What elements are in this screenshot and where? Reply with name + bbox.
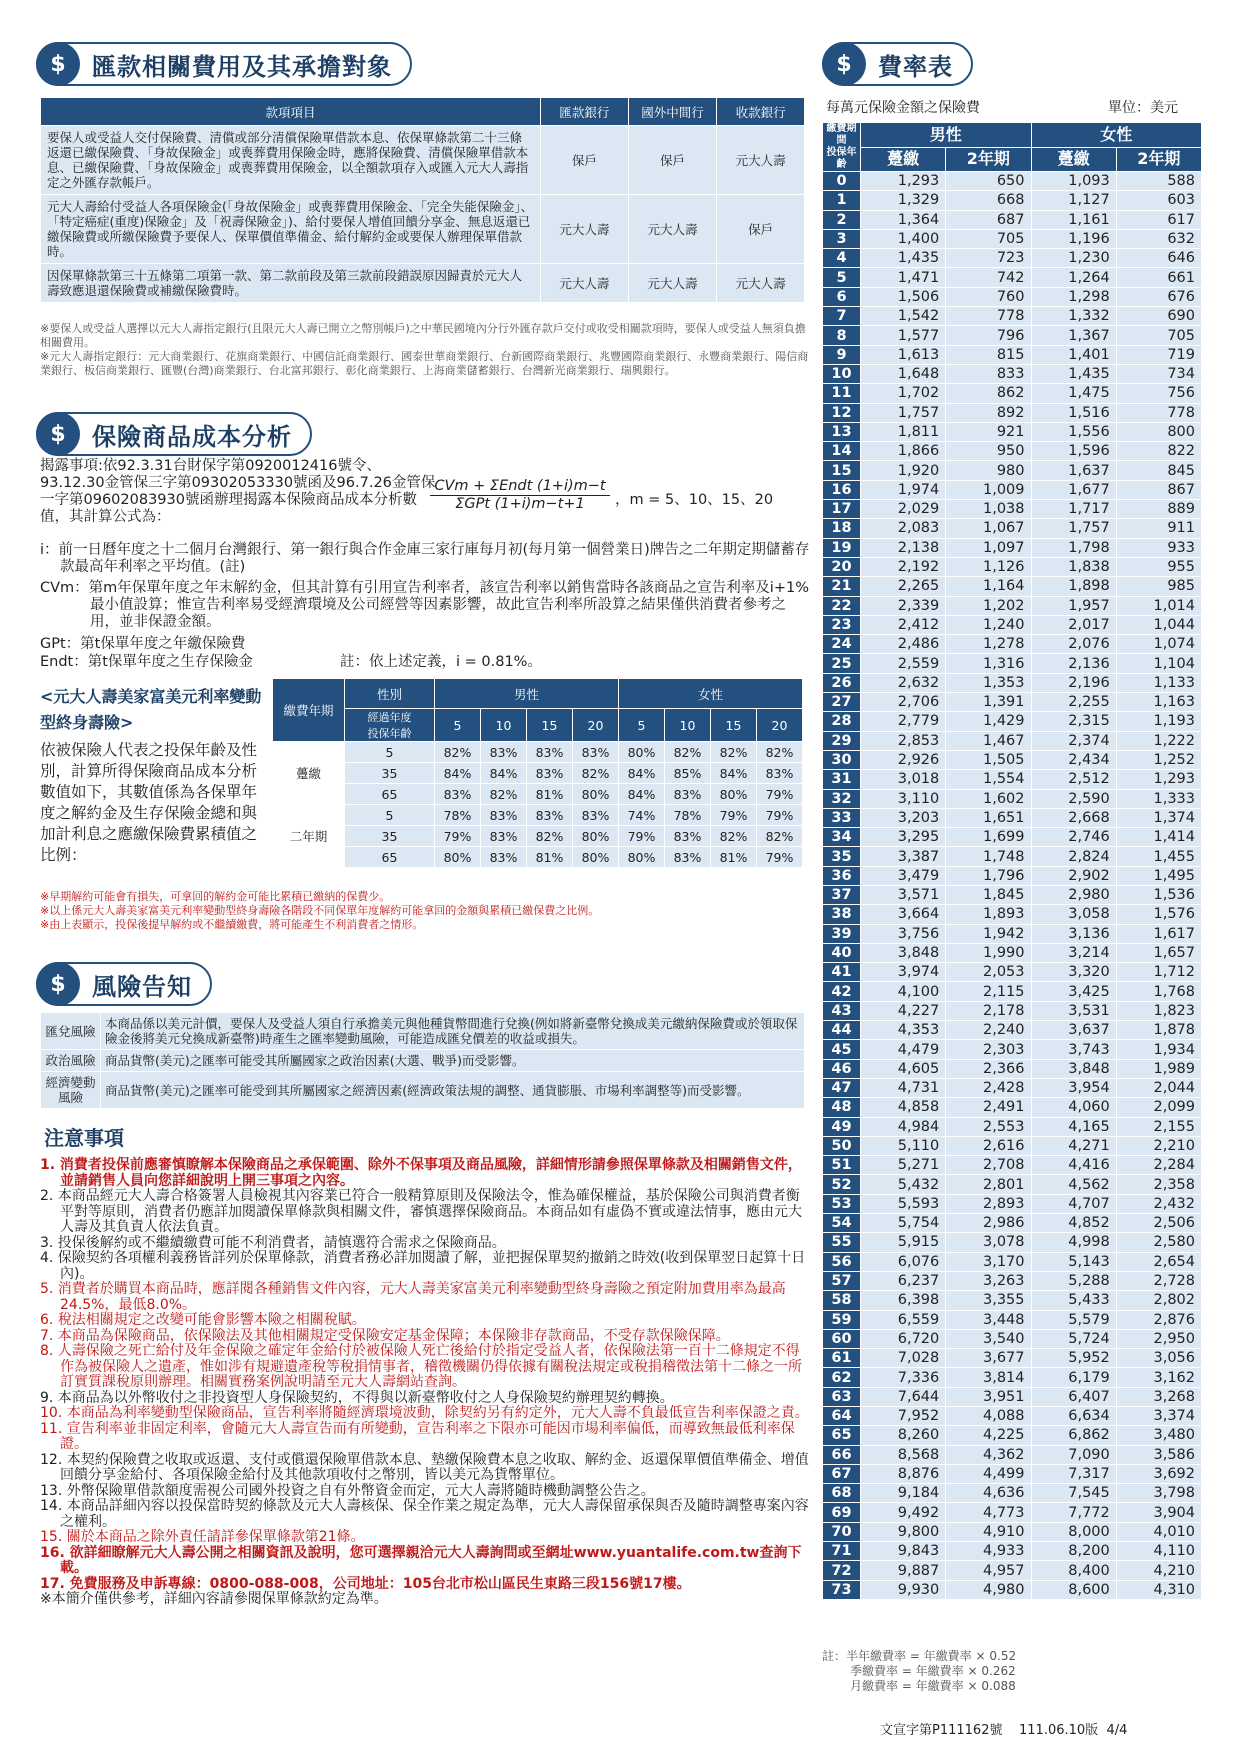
table-row: 33 3,203 1,651 2,668 1,374 xyxy=(823,808,1202,827)
table-row: 52 5,432 2,801 4,562 2,358 xyxy=(823,1175,1202,1194)
table-row: 3 1,400 705 1,196 632 xyxy=(823,229,1202,248)
table-row: 58 6,398 3,355 5,433 2,802 xyxy=(823,1291,1202,1310)
table-row: 54 5,754 2,986 4,852 2,506 xyxy=(823,1214,1202,1233)
table-row: 24 2,486 1,278 2,076 1,074 xyxy=(823,635,1202,654)
list-item: 6. 稅法相關規定之改變可能會影響本險之相關稅賦。 xyxy=(40,1312,366,1328)
list-item: 8. 人壽保險之死亡給付及年金保險之確定年金給付於被保險人死亡後給付於指定受益人者，依保險法第一百十二條規定不得作為被保險人之遺產，惟如涉有規避遺產稅等稅捐情事者，稽徵機關仍得依據有關稅法規定或稅捐稽徵法第十二條之一所訂實質課稅原則辦理。相關實務案例說明請至元大人壽網站查詢。 xyxy=(40,1343,802,1390)
money-bag-icon: $ xyxy=(36,42,80,86)
table-row: 65 8,260 4,225 6,862 3,480 xyxy=(823,1426,1202,1445)
table-row: 60 6,720 3,540 5,724 2,950 xyxy=(823,1329,1202,1348)
table-row: 躉繳 5 82% 83% 83% 83% 80% 82% 82% 82% xyxy=(273,742,803,763)
notice-list xyxy=(40,1158,810,1608)
list-item: 2. 本商品經元大人壽合格簽署人員檢視其內容業已符合一般精算原則及保險法令，惟為確保權益，基於保險公司與消費者衡平對等原則，消費者仍應詳加閱讀保單條款與相關文件，審慎選擇保險商品。本商品如有虛偽不實或違法情事，應由元大人壽及其負責人依法負責。 xyxy=(40,1188,802,1235)
table-row: 65 83% 82% 81% 80% 84% 83% 80% 79% xyxy=(273,784,803,805)
list-item: 9. 本商品為以外幣收付之非投資型人身保險契約，不得與以新臺幣收付之人身保險契約辦理契約轉換。 xyxy=(40,1389,674,1406)
table-row: 30 2,926 1,505 2,434 1,252 xyxy=(823,750,1202,769)
table-row: 10 1,648 833 1,435 734 xyxy=(823,364,1202,383)
table-row: 21 2,265 1,164 1,898 985 xyxy=(823,577,1202,596)
table-row: 42 4,100 2,115 3,425 1,768 xyxy=(823,982,1202,1001)
table-row: 27 2,706 1,391 2,255 1,163 xyxy=(823,693,1202,712)
table-row: 元大人壽給付受益人各項保險金(「身故保險金」或喪葬費用保險金、「完全失能保險金」、「特定癌症(重度)保險金」及「祝壽保險金」)、給付要保人增值回饋分享金、無息返還已繳保險費或所繳保險費予要保人、保單價值準備金、給付解約金或要保人辦理保單借款時。 元大人壽 元大人壽 保戶 xyxy=(41,195,805,264)
section-header-rate: $ 費率表 xyxy=(822,42,973,86)
table-row: 67 8,876 4,499 7,317 3,692 xyxy=(823,1464,1202,1483)
cost-notes: ※早期解約可能會有損失，可拿回的解約金可能比累積已繳納的保費少。 ※以上係元大人壽美家富美元利率變動型終身壽險各階段不同保單年度解約可能拿回的金額與累積已繳保費之比例。 ※由上表顯示，投保後提早解約或不繼續繳費，將可能產生不利消費者之情形。 xyxy=(40,890,600,931)
table-row: 35 79% 83% 82% 80% 79% 83% 82% 82% xyxy=(273,826,803,847)
table-row: 26 2,632 1,353 2,196 1,133 xyxy=(823,673,1202,692)
table-row: 63 7,644 3,951 6,407 3,268 xyxy=(823,1387,1202,1406)
table-row: 8 1,577 796 1,367 705 xyxy=(823,326,1202,345)
table-row: 38 3,664 1,893 3,058 1,576 xyxy=(823,905,1202,924)
list-item: 1. 消費者投保前應審慎瞭解本保險商品之承保範圍、除外不保事項及商品風險，詳細情形請參照保單條款及相關銷售文件，並請銷售人員向您詳細說明上開三事項之內容。 xyxy=(40,1157,802,1189)
table-row: 35 84% 84% 83% 82% 84% 85% 84% 83% xyxy=(273,763,803,784)
list-item: ※本簡介僅供參考，詳細內容請參閱保單條款約定為準。 xyxy=(40,1591,388,1607)
table-row: 36 3,479 1,796 2,902 1,495 xyxy=(823,866,1202,885)
table-row: 66 8,568 4,362 7,090 3,586 xyxy=(823,1445,1202,1464)
table-row: 51 5,271 2,708 4,416 2,284 xyxy=(823,1156,1202,1175)
table-row: 28 2,779 1,429 2,315 1,193 xyxy=(823,712,1202,731)
table-row: 46 4,605 2,366 3,848 1,989 xyxy=(823,1059,1202,1078)
table-row: 4 1,435 723 1,230 646 xyxy=(823,249,1202,268)
table-row: 7 1,542 778 1,332 690 xyxy=(823,307,1202,326)
list-item: 14. 本商品詳細內容以投保當時契約條款及元大人壽核保、保全作業之規定為準，元大人壽保留承保與否及隨時調整專案內容之權利。 xyxy=(40,1498,809,1530)
table-row: 62 7,336 3,814 6,179 3,162 xyxy=(823,1368,1202,1387)
table-row: 59 6,559 3,448 5,579 2,876 xyxy=(823,1310,1202,1329)
section-header-fees: $ 匯款相關費用及其承擔對象 xyxy=(36,42,412,86)
table-row: 16 1,974 1,009 1,677 867 xyxy=(823,480,1202,499)
table-row: 65 80% 83% 81% 80% 80% 83% 81% 79% xyxy=(273,847,803,868)
table-row: 45 4,479 2,303 3,743 1,934 xyxy=(823,1040,1202,1059)
table-row: 64 7,952 4,088 6,634 3,374 xyxy=(823,1407,1202,1426)
table-row: 40 3,848 1,990 3,214 1,657 xyxy=(823,943,1202,962)
table-row: 50 5,110 2,616 4,271 2,210 xyxy=(823,1136,1202,1155)
table-row: 73 9,930 4,980 8,600 4,310 xyxy=(823,1580,1202,1599)
table-row: 22 2,339 1,202 1,957 1,014 xyxy=(823,596,1202,615)
list-item: 3. 投保後解約或不繼續繳費可能不利消費者，請慎選符合需求之保險商品。 xyxy=(40,1234,506,1251)
fee-notes: ※要保人或受益人選擇以元大人壽指定銀行(且限元大人壽已開立之幣別帳戶)之中華民國境內分行外匯存款戶交付或收受相關款項時，要保人或受益人無須負擔相關費用。 ※元大人壽指定銀行：元大商業銀行、花旗商業銀行、中國信託商業銀行、國泰世華商業銀行、台新國際商業銀行、兆豐國際商業銀行、永豐商業銀行、陽信商業銀行、板信商業銀行、匯豐(台灣)商業銀行、台北富邦銀行、彰化商業銀行、上海商業儲蓄銀行、台灣新光商業銀行、瑞興銀行。 xyxy=(40,322,809,377)
notice-title: 注意事項 xyxy=(44,1126,124,1150)
list-item: 10. 本商品為利率變動型保險商品，宣告利率將隨經濟環境波動，除契約另有約定外，元大人壽不負最低宣告利率保證之責。 xyxy=(40,1405,809,1421)
table-row: 13 1,811 921 1,556 800 xyxy=(823,422,1202,441)
table-row: 19 2,138 1,097 1,798 933 xyxy=(823,538,1202,557)
table-row: 18 2,083 1,067 1,757 911 xyxy=(823,519,1202,538)
table-row: 35 3,387 1,748 2,824 1,455 xyxy=(823,847,1202,866)
table-row: 經濟變動風險 商品貨幣(美元)之匯率可能受到其所屬國家之經濟因素(經濟政策法規的調整、通貨膨脹、市場利率調整等)而受影響。 xyxy=(41,1072,805,1109)
list-item: 4. 保險契約各項權利義務皆詳列於保單條款，消費者務必詳加閱讀了解，並把握保單契約撤銷之時效(收到保單翌日起算十日內)。 xyxy=(40,1250,806,1282)
table-row: 48 4,858 2,491 4,060 2,099 xyxy=(823,1098,1202,1117)
table-row: 70 9,800 4,910 8,000 4,010 xyxy=(823,1522,1202,1541)
list-item: 5. 消費者於購買本商品時，應詳閱各種銷售文件內容，元大人壽美家富美元利率變動型終身壽險之預定附加費用率為最高24.5%，最低8.0%。 xyxy=(40,1281,786,1313)
table-row: 17 2,029 1,038 1,717 889 xyxy=(823,500,1202,519)
table-row: 39 3,756 1,942 3,136 1,617 xyxy=(823,924,1202,943)
table-row: 49 4,984 2,553 4,165 2,155 xyxy=(823,1117,1202,1136)
table-row: 47 4,731 2,428 3,954 2,044 xyxy=(823,1078,1202,1097)
table-row: 2 1,364 687 1,161 617 xyxy=(823,210,1202,229)
table-row: 12 1,757 892 1,516 778 xyxy=(823,403,1202,422)
table-row: 14 1,866 950 1,596 822 xyxy=(823,442,1202,461)
table-row: 0 1,293 650 1,093 588 xyxy=(823,172,1202,191)
section-header-cost: $ 保險商品成本分析 xyxy=(36,412,312,456)
table-row: 匯兌風險 本商品係以美元計價，要保人及受益人須自行承擔美元與他種貨幣間進行兌換(例如將新臺幣兌換成美元繳納保險費或於領取保險金後將美元兌換成新臺幣)時產生之匯率變動風險，可能造成匯兌價差的收益或損失。 xyxy=(41,1013,805,1050)
table-row: 37 3,571 1,845 2,980 1,536 xyxy=(823,885,1202,904)
table-row: 61 7,028 3,677 5,952 3,056 xyxy=(823,1349,1202,1368)
table-row: 29 2,853 1,467 2,374 1,222 xyxy=(823,731,1202,750)
list-item: 13. 外幣保險單借款額度需視公司國外投資之自有外幣資金而定，元大人壽將隨時機動調整公告之。 xyxy=(40,1482,655,1499)
money-bag-icon: $ xyxy=(36,962,80,1006)
table-row: 31 3,018 1,554 2,512 1,293 xyxy=(823,770,1202,789)
table-row: 71 9,843 4,933 8,200 4,110 xyxy=(823,1542,1202,1561)
table-row: 34 3,295 1,699 2,746 1,414 xyxy=(823,828,1202,847)
footer: 文宣字第P111162號 111.06.10版 4/4 xyxy=(880,1723,1128,1738)
table-row: 20 2,192 1,126 1,838 955 xyxy=(823,557,1202,576)
risk-table xyxy=(40,1012,805,1109)
table-row: 55 5,915 3,078 4,998 2,580 xyxy=(823,1233,1202,1252)
table-row: 32 3,110 1,602 2,590 1,333 xyxy=(823,789,1202,808)
section-header-risk: $ 風險告知 xyxy=(36,962,212,1006)
table-row: 41 3,974 2,053 3,320 1,712 xyxy=(823,963,1202,982)
table-row: 1 1,329 668 1,127 603 xyxy=(823,191,1202,210)
table-row: 56 6,076 3,170 5,143 2,654 xyxy=(823,1252,1202,1271)
table-row: 15 1,920 980 1,637 845 xyxy=(823,461,1202,480)
list-item: 17. 免費服務及申訴專線：0800-088-008，公司地址：105台北市松山區民生東路三段156號17樓。 xyxy=(40,1575,691,1592)
table-row: 要保人或受益人交付保險費、清償或部分清償保險單借款本息、依保單條款第二十三條返還已繳保險費、「身故保險金」或喪葬費用保險金時，應將保險費、清償保險單借款本息、已繳保險費、「身故保險金」或喪葬費用保險金，以全額款項存入或匯入元大人壽指定之外匯存款帳戶。 保戶 保戶 元大人壽 xyxy=(41,126,805,195)
table-row: 53 5,593 2,893 4,707 2,432 xyxy=(823,1194,1202,1213)
list-item: 12. 本契約保險費之收取或返還、支付或償還保險單借款本息、墊繳保險費本息之收取、解約金、返還保單價值準備金、增值回饋分享金給付、各項保險金給付及其他款項收付之幣別，皆以美元為貨幣單位。 xyxy=(40,1451,809,1483)
table-row: 25 2,559 1,316 2,136 1,104 xyxy=(823,654,1202,673)
table-row: 政治風險 商品貨幣(美元)之匯率可能受其所屬國家之政治因素(大選、戰爭)而受影響。 xyxy=(41,1050,805,1072)
table-row: 6 1,506 760 1,298 676 xyxy=(823,287,1202,306)
table-row: 23 2,412 1,240 2,017 1,044 xyxy=(823,615,1202,634)
table-row: 因保單條款第三十五條第二項第一款、第二款前段及第三款前段錯誤原因歸責於元大人壽致應退還保險費或補繳保險費時。 元大人壽 元大人壽 元大人壽 xyxy=(41,264,805,303)
product-name: <元大人壽美家富美元利率變動型終身壽險> xyxy=(40,687,262,732)
table-row: 44 4,353 2,240 3,637 1,878 xyxy=(823,1021,1202,1040)
table-row: 5 1,471 742 1,264 661 xyxy=(823,268,1202,287)
list-item: 11. 宣告利率並非固定利率，會隨元大人壽宣告而有所變動，宣告利率之下限亦可能因市場利率偏低，而導致無最低利率保證。 xyxy=(40,1420,795,1452)
formula: CVm + ΣEndt (1+i)m−t ΣGPt (1+i)m−t+1 xyxy=(430,478,610,513)
list-item: 15. 關於本商品之除外責任請詳參保單條款第21條。 xyxy=(40,1529,365,1545)
table-row: 72 9,887 4,957 8,400 4,210 xyxy=(823,1561,1202,1580)
table-row: 二年期 5 78% 83% 83% 83% 74% 78% 79% 79% xyxy=(273,805,803,826)
disclosure-text: 揭露事項:依92.3.31台財保字第0920012416號令、93.12.30金管保三字第09302053330號函及96.7.26金管保一字第09602083930號函辦理揭露本保險商品成本分析數值，其計算公式為： xyxy=(40,458,436,525)
table-row: 9 1,613 815 1,401 719 xyxy=(823,345,1202,364)
table-row: 57 6,237 3,263 5,288 2,728 xyxy=(823,1271,1202,1290)
list-item: 16. 欲詳細瞭解元大人壽公開之相關資訊及說明，您可選擇親洽元大人壽詢問或至網址www.yuantalife.com.tw查詢下載。 xyxy=(40,1544,802,1576)
table-row: 69 9,492 4,773 7,772 3,904 xyxy=(823,1503,1202,1522)
table-row: 68 9,184 4,636 7,545 3,798 xyxy=(823,1484,1202,1503)
remittance-fee-table: 款項項目 匯款銀行 國外中間行 收款銀行 要保人或受益人交付保險費、清償或部分清償保險單借款本息、依保單條款第二十三條返還已繳保險費、「身故保險金」或喪葬費用保險金時，應將保險費、清償保險單借款本息、已繳保險費、「身故保險金」或喪葬費用保險金，以全額款項存入或匯入元大人壽指定之外匯存款帳戶。 保戶 保戶 元大人壽 元大人壽給付受益人各項保險金(「身故保險金」或喪葬費用保險金、「完全失能保險金」、「特定癌症(重度)保險金」及「祝壽保險金」)、給付要保人增值回饋分享金、無息返還已繳保險費或所繳保險費予要保人、保單價值準備金、給付解約金或要保人辦理保單借款時。 元大人壽 元大人壽 保戶 因保單條款第三十五條第二項第一款、第二款前段及第三款前段錯誤原因歸責於元大人壽致應退還保險費或補繳保險費時。 元大人壽 元大人壽 元大人壽 xyxy=(40,97,805,303)
table-row: 11 1,702 862 1,475 756 xyxy=(823,384,1202,403)
table-row: 43 4,227 2,178 3,531 1,823 xyxy=(823,1001,1202,1020)
rate-notes: 註：半年繳費率 = 年繳費率 × 0.52 季繳費率 = 年繳費率 × 0.262 月繳費率 = 年繳費率 × 0.088 xyxy=(822,1649,1017,1693)
premium-rate-table: 繳費期間 投保年齡 男性 女性 躉繳 2年期 躉繳 2年期 0 1,293 650 1,093 588 1 1,329 668 1,127 603 2 1,364 687 1,161 617 3 1,400 705 1,196 632 4 1,435 723 1,230 646 5 1,471 742 1,264 661 6 1,506 760 1,298 676 7 1,542 778 1,332 690 8 1,577 796 1,367 705 9 1,613 815 1,401 719 10 1,648 833 1,435 734 11 1,702 862 1,475 756 12 1,757 892 1,516 778 13 1,811 921 1,556 800 14 1,866 950 1,596 822 15 1,920 980 1,637 845 16 1,974 1,009 1,677 867 17 2,029 1,038 1,717 889 18 2,083 1,067 1,757 911 19 2,138 1,097 1,798 933 20 2,192 1,126 1,838 955 21 2,265 1,164 1,898 985 22 2,339 1,202 1,957 1,014 23 2,412 1,240 2,017 1,044 24 2,486 1,278 2,076 1,074 25 2,559 1,316 2,136 1,104 26 2,632 1,353 2,196 1,133 27 2,706 1,391 2,255 1,163 28 2,779 1,429 2,315 1,193 29 2,853 1,467 2,374 1,222 30 2,926 1,505 2,434 1,252 31 3,018 1,554 2,512 1,293 32 3,110 1,602 2,590 1,333 33 3,203 1,651 2,668 1,374 34 3,295 1,699 2,746 1,414 35 3,387 1,748 2,824 1,455 36 3,479 1,796 2,902 1,495 37 3,571 1,845 2,980 1,536 38 3,664 1,893 3,058 1,576 39 3,756 1,942 3,136 1,617 40 3,848 1,990 3,214 1,657 41 3,974 2,053 3,320 1,712 42 4,100 2,115 3,425 1,768 43 4,227 2,178 3,531 1,823 44 4,353 2,240 3,637 1,878 45 4,479 2,303 3,743 1,934 46 4,605 2,366 3,848 1,989 47 4,731 2,428 3,954 2,044 48 4,858 2,491 4,060 2,099 49 4,984 2,553 4,165 2,155 50 5,110 2,616 4,271 2,210 51 5,271 2,708 4,416 2,284 52 5,432 2,801 4,562 2,358 53 5,593 2,893 4,707 2,432 54 5,754 2,986 4,852 2,506 55 5,915 3,078 4,998 2,580 56 6,076 3,170 5,143 2,654 57 6,237 3,263 5,288 2,728 58 6,398 3,355 5,433 2,802 59 6,559 3,448 5,579 2,876 60 6,720 3,540 5,724 2,950 61 7,028 3,677 5,952 3,056 62 7,336 3,814 6,179 3,162 63 7,644 3,951 6,407 3,268 64 7,952 4,088 6,634 3,374 65 8,260 4,225 6,862 3,480 66 8,568 4,362 7,090 3,586 67 8,876 4,499 7,317 3,692 68 9,184 4,636 7,545 3,798 69 9,492 4,773 7,772 3,904 70 9,800 4,910 8,000 4,010 71 9,843 4,933 8,200 4,110 72 9,887 4,957 8,400 4,210 73 9,930 4,980 8,600 4,310 xyxy=(822,122,1202,1600)
list-item: 7. 本商品為保險商品，依保險法及其他相關規定受保險安定基金保障；本保險非存款商品，不受存款保險保障。 xyxy=(40,1327,730,1344)
money-bag-icon: $ xyxy=(822,42,866,86)
money-bag-icon: $ xyxy=(36,412,80,456)
cost-analysis-table: 繳費年期 性別 男性 女性 經過年度 投保年齡 5 10 15 20 5 10 15 20 躉繳 5 82% 83% 83% 83% 80% 82% 82% 82% 35 84% 84% 83% 82% 84% 85% 84% 83% 65 83% 82% 81% 80% 84% 83% 80% 79% 二年期 5 78% 83% 83% 83% 74% 78% 79% 79% 35 79% 83% 82% 80% 79% 83% 82% 82% 65 80% 83% 81% 80% 80% 83% 81% 79% xyxy=(272,678,803,868)
